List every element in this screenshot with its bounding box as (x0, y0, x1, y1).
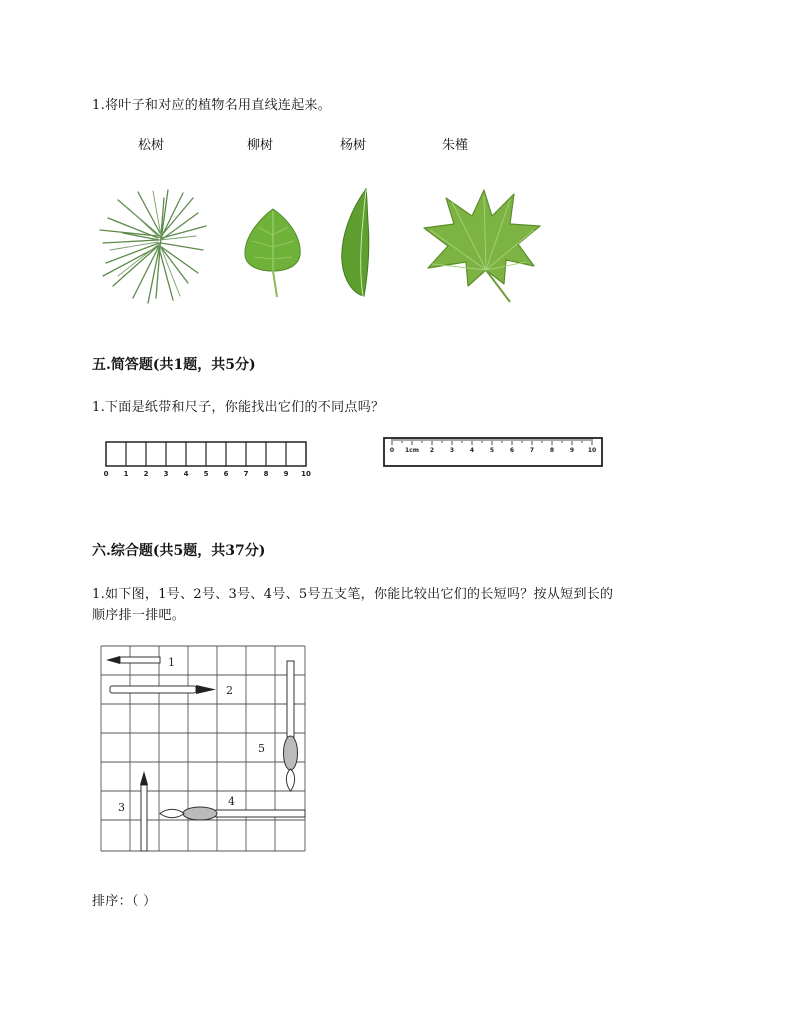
plant-name-pine: 松树 (138, 138, 165, 153)
section6-q1-line1: 1.如下图，1号、2号、3号、4号、5号五支笔，你能比较出它们的长短吗？按从短到长的 (92, 587, 614, 602)
pen-5-icon (284, 661, 298, 791)
q1-text: 1.将叶子和对应的植物名用直线连起来。 (92, 98, 332, 113)
pen-4-icon (160, 807, 305, 820)
pen-label-5: 5 (258, 742, 265, 755)
pen-3-icon (140, 771, 148, 851)
strip-label: 9 (283, 470, 289, 478)
section6-title: 六.综合题(共5题，共37分) (92, 543, 266, 559)
ruler-label: 4 (469, 447, 475, 454)
plant-name-poplar: 杨树 (340, 138, 367, 153)
strip-label: 3 (163, 470, 169, 478)
hibiscus-leaf-icon (422, 186, 544, 308)
pen-label-3: 3 (118, 801, 125, 814)
strip-label: 5 (203, 470, 209, 478)
ruler-label: 2 (429, 447, 435, 454)
pen-2-icon (110, 685, 216, 694)
plant-name-willow: 柳树 (247, 138, 274, 153)
section5-q1-text: 1.下面是纸带和尺子，你能找出它们的不同点吗？ (92, 400, 385, 415)
section6-q1-line2: 顺序排一排吧。 (92, 608, 186, 623)
willow-leaf-icon (336, 186, 376, 300)
strip-label: 8 (263, 470, 269, 478)
pen-label-2: 2 (226, 684, 233, 697)
paper-strip (102, 440, 314, 480)
ruler (382, 436, 604, 470)
ruler-label: 0 (389, 447, 395, 454)
answer-label: 排序：（ ） (92, 894, 157, 909)
strip-label: 1 (123, 470, 129, 478)
strip-label: 6 (223, 470, 229, 478)
plant-name-hibiscus: 朱槿 (442, 138, 469, 153)
strip-label: 4 (183, 470, 189, 478)
ruler-label: 10 (587, 447, 597, 454)
strip-label: 7 (243, 470, 249, 478)
ruler-label: 5 (489, 447, 495, 454)
ruler-label: 9 (569, 447, 575, 454)
ruler-label: 7 (529, 447, 535, 454)
poplar-leaf-icon (240, 205, 306, 300)
ruler-label: 3 (449, 447, 455, 454)
strip-label: 2 (143, 470, 149, 478)
ruler-label: 6 (509, 447, 515, 454)
ruler-label: 8 (549, 447, 555, 454)
ruler-label: 1cm (405, 447, 419, 454)
strip-label: 0 (103, 470, 109, 478)
pen-label-4: 4 (228, 795, 235, 808)
pine-needles-icon (98, 188, 210, 306)
pen-grid (100, 645, 308, 855)
pen-label-1: 1 (168, 656, 175, 669)
strip-label: 10 (301, 470, 311, 478)
section5-title: 五.简答题(共1题，共5分) (92, 357, 256, 373)
pen-1-icon (106, 656, 160, 664)
